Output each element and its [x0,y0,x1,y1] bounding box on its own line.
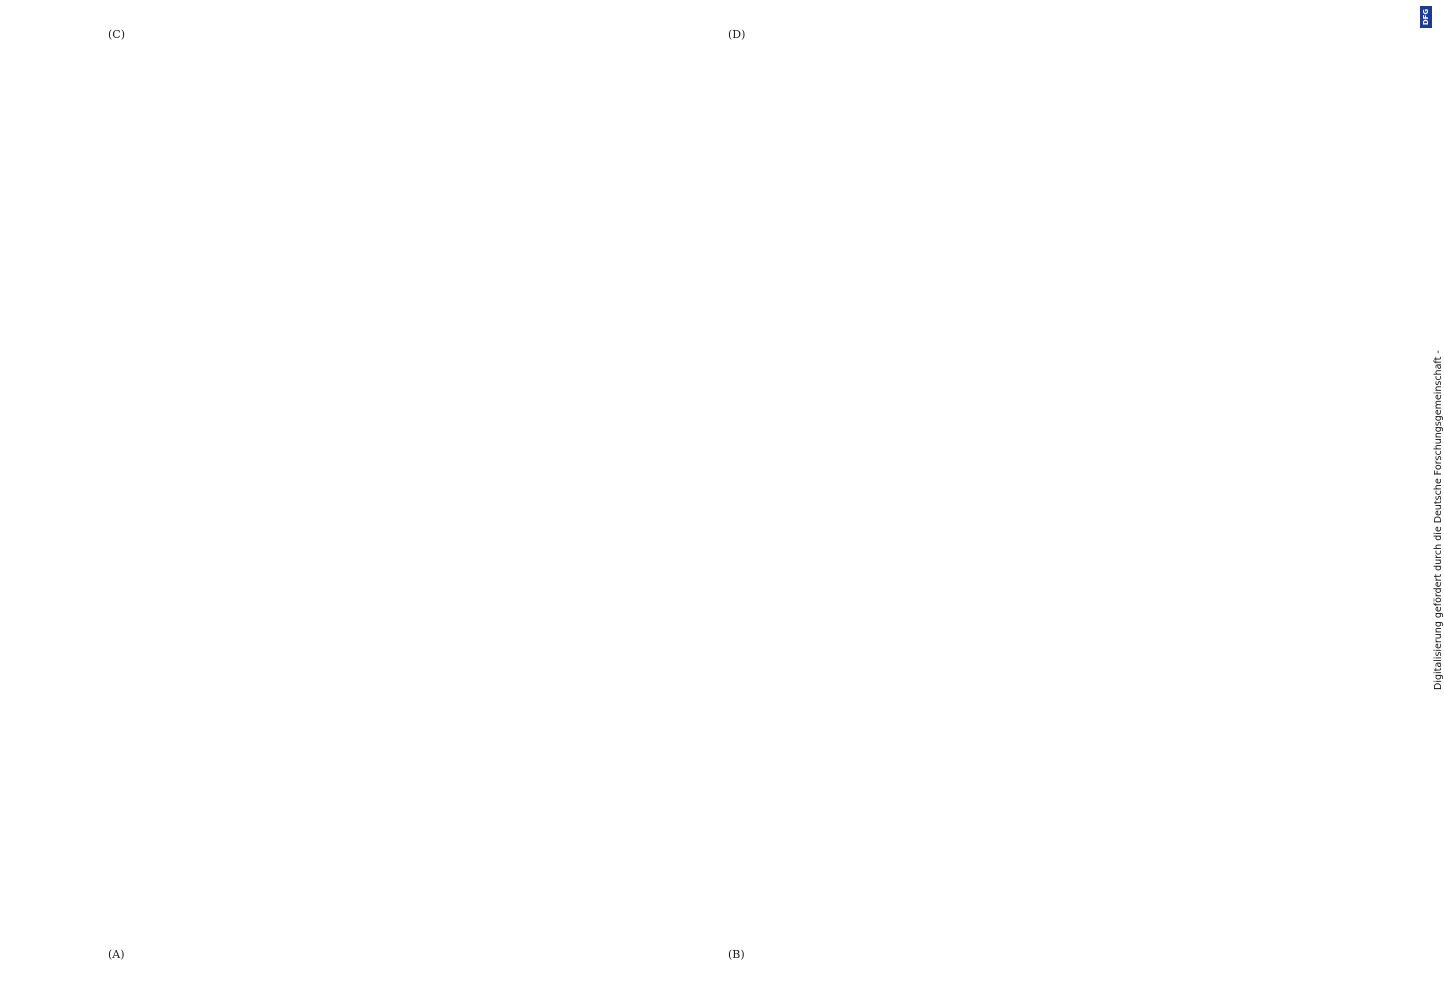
dfg-logo: DFG [1420,6,1432,28]
digitization-credit [1419,0,1444,1000]
credit-text: Digitalisierung gefördert durch die Deutsche Forschungsgemeinschaft - [1433,350,1444,690]
margin-marker-a: (A) [108,948,125,961]
margin-marker-c: (C) [108,28,125,41]
margin-marker-d: (D) [728,28,746,41]
margin-marker-b: (B) [728,948,745,961]
